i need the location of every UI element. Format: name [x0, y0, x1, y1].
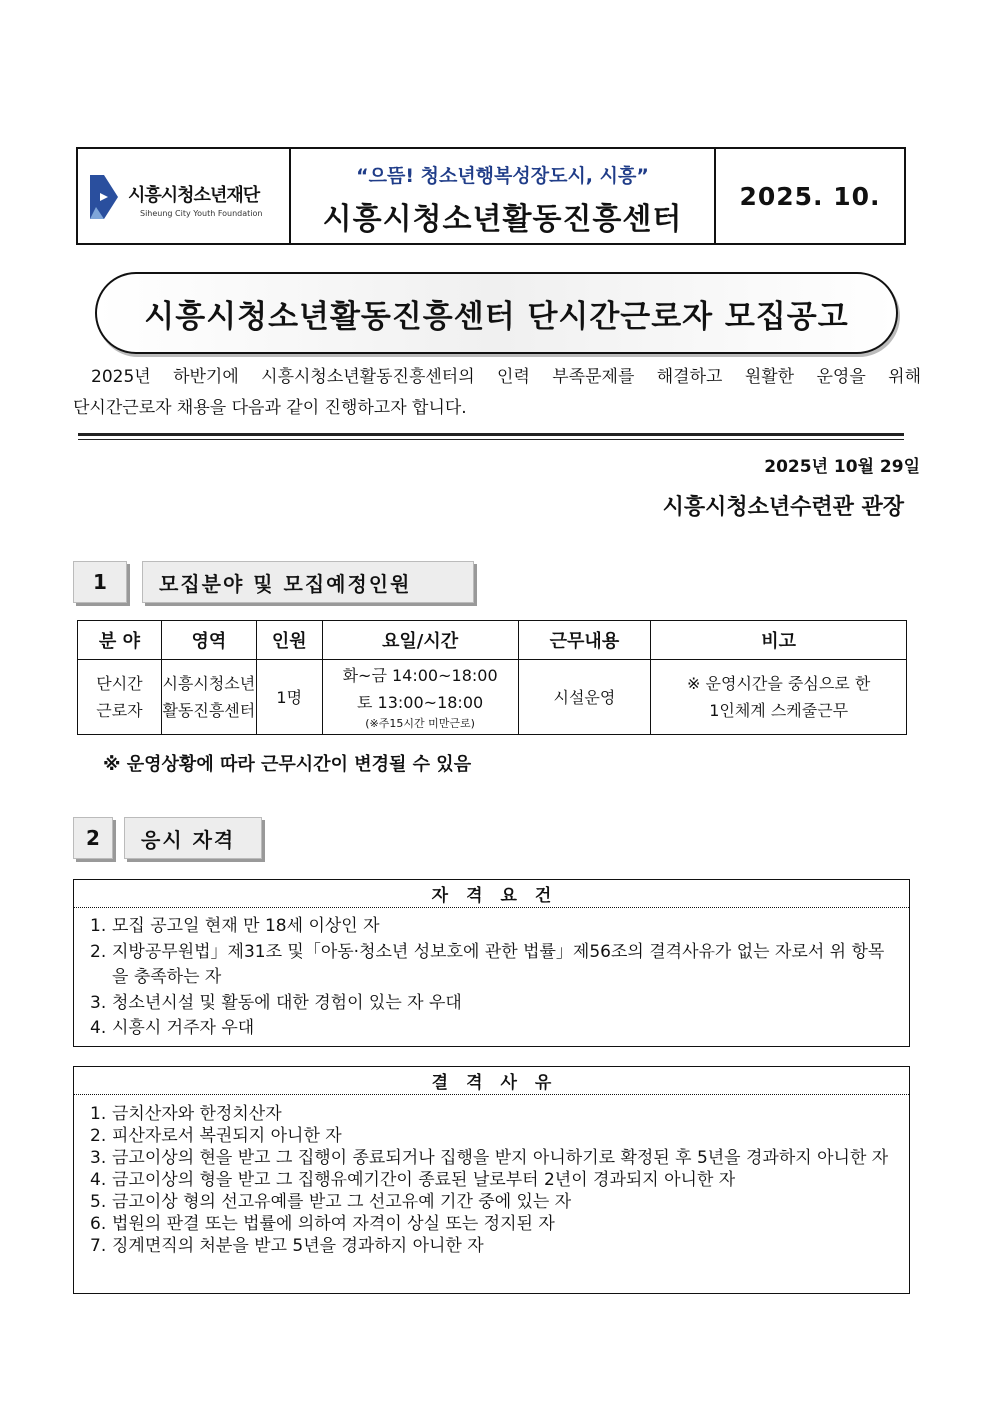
field-line-1: 단시간 [96, 674, 143, 693]
logo-name-ko: 시흥시청소년재단 [128, 185, 260, 206]
table-header-cell: 비고 [651, 621, 907, 660]
list-item: 4. 금고이상의 형을 받고 그 집행유예기간이 종료된 날로부터 2년이 경과되지 아니한 자 [90, 1170, 736, 1190]
divider-thin [78, 439, 904, 440]
qualifications-box [73, 879, 910, 1047]
disqualifications-heading: 결격사유 [74, 1067, 909, 1095]
intro-paragraph [73, 362, 921, 424]
list-item: 1. 금치산자와 한정치산자 [90, 1104, 282, 1124]
issue-date: 2025. 10. [739, 181, 881, 211]
field-cell [78, 660, 162, 735]
area-line-2: 활동진흥센터 [162, 701, 256, 720]
publish-date: 2025년 10월 29일 [764, 457, 920, 477]
table-header-cell: 영역 [161, 621, 256, 660]
org-name: 시흥시청소년활동진흥센터 [322, 202, 683, 237]
list-item: 5. 금고이상 형의 선고유예를 받고 그 선고유예 기간 중에 있는 자 [90, 1192, 572, 1212]
list-item: 4. 시흥시 거주자 우대 [90, 1018, 255, 1038]
field-line-2: 근로자 [96, 701, 143, 720]
slogan: “으뜸! 청소년행복성장도시, 시흥” [356, 165, 649, 187]
table-header-cell: 요일/시간 [322, 621, 518, 660]
section-2-title: 응시 자격 [124, 817, 262, 859]
recruitment-table [77, 620, 907, 735]
section-2-number: 2 [73, 817, 113, 859]
schedule-note: (※주15시간 미만근로) [365, 717, 475, 730]
divider-thick [78, 433, 904, 436]
schedule-cell [322, 660, 518, 735]
duty-cell: 시설운영 [518, 660, 651, 735]
signer: 시흥시청소년수련관 관장 [662, 495, 904, 520]
list-item: 3. 청소년시설 및 활동에 대한 경험이 있는 자 우대 [90, 992, 462, 1013]
remark-cell [651, 660, 907, 735]
disqualifications-list [74, 1103, 909, 1257]
area-cell [161, 660, 256, 735]
section-1-title: 모집분야 및 모집예정인원 [142, 561, 474, 603]
qualifications-list [74, 914, 909, 1042]
logo-name-en: Siheung City Youth Foundation [140, 209, 263, 218]
table-header-cell: 인원 [256, 621, 322, 660]
table-row [78, 660, 907, 735]
table-header-cell: 근무내용 [518, 621, 651, 660]
list-item: 2. 지방공무원법」제31조 및「아동·청소년 성보호에 관한 법률」제56조의 결격사유가 없는 자로서 위 항목을 충족하는 자 [90, 941, 885, 987]
foundation-logo [78, 149, 291, 243]
header-center [291, 149, 716, 243]
foundation-logo-icon [86, 171, 122, 223]
schedule-line-2: 토 13:00~18:00 [357, 693, 484, 712]
list-item: 2. 피산자로서 복권되지 아니한 자 [90, 1126, 342, 1146]
section-1-number: 1 [73, 561, 127, 603]
disqualifications-box [73, 1066, 910, 1294]
document-header [76, 147, 906, 245]
remark-line-1: ※ 운영시간을 중심으로 한 [687, 674, 871, 693]
remark-line-2: 1인체계 스케줄근무 [709, 701, 849, 720]
table-header-row [78, 621, 907, 660]
qualifications-heading: 자격요건 [74, 880, 909, 908]
list-item: 1. 모집 공고일 현재 만 18세 이상인 자 [90, 916, 380, 936]
list-item: 7. 징계면직의 처분을 받고 5년을 경과하지 아니한 자 [90, 1236, 484, 1256]
schedule-line-1: 화~금 14:00~18:00 [342, 666, 498, 685]
schedule-change-note: ※ 운영상황에 따라 근무시간이 변경될 수 있음 [103, 754, 472, 775]
document-title: 시흥시청소년활동진흥센터 단시간근로자 모집공고 [95, 272, 898, 354]
intro-line-2: 단시간근로자 채용을 다음과 같이 진행하고자 합니다. [73, 398, 467, 418]
list-item: 6. 법원의 판결 또는 법률에 의하여 자격이 상실 또는 정지된 자 [90, 1214, 555, 1234]
intro-line-1: 2025년 하반기에 시흥시청소년활동진흥센터의 인력 부족문제를 해결하고 원활한 운영을 위해 [91, 367, 921, 387]
list-item: 3. 금고이상의 현을 받고 그 집행이 종료되거나 집행을 받지 아니하기로 확정된 후 5년을 경과하지 아니한 자 [90, 1148, 889, 1168]
table-header-cell: 분 야 [78, 621, 162, 660]
area-line-1: 시흥시청소년 [162, 674, 256, 693]
count-cell: 1명 [256, 660, 322, 735]
